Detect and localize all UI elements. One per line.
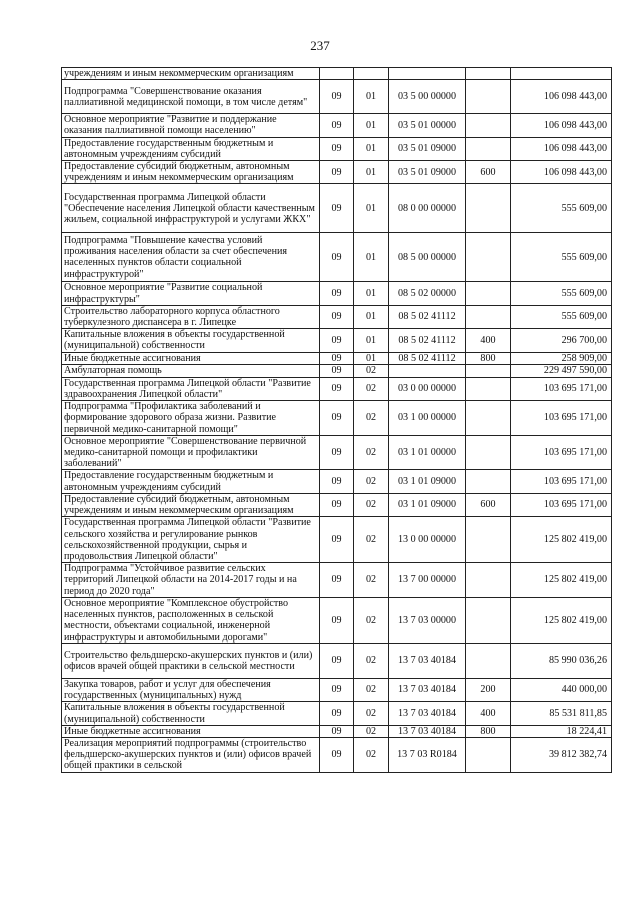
section-code-cell: 09 bbox=[320, 114, 354, 137]
row-name-cell: Капитальные вложения в объекты государственной (муниципальной) собственности bbox=[62, 329, 320, 352]
subsection-code-cell: 02 bbox=[354, 563, 389, 598]
target-article-cell: 03 5 01 09000 bbox=[389, 161, 466, 184]
target-article-cell: 08 5 02 00000 bbox=[389, 282, 466, 305]
amount-cell: 103 695 171,00 bbox=[511, 435, 612, 470]
expense-type-cell bbox=[466, 80, 511, 114]
row-name-cell: Иные бюджетные ассигнования bbox=[62, 352, 320, 364]
subsection-code-cell: 02 bbox=[354, 493, 389, 516]
section-code-cell: 09 bbox=[320, 137, 354, 160]
row-name-cell: Основное мероприятие "Совершенствование первичной медико-санитарной помощи и профилактики заболеваний" bbox=[62, 435, 320, 470]
table-row bbox=[62, 68, 612, 80]
row-name-cell: Государственная программа Липецкой области "Обеспечение населения Липецкой области качественным жильем, социальной инфраструктурой и услугами ЖКХ" bbox=[62, 184, 320, 233]
amount-cell: 555 609,00 bbox=[511, 233, 612, 282]
expense-type-cell bbox=[466, 563, 511, 598]
table-row bbox=[62, 597, 612, 643]
table-row bbox=[62, 493, 612, 516]
table-row bbox=[62, 678, 612, 701]
section-code-cell: 09 bbox=[320, 702, 354, 725]
section-code-cell: 09 bbox=[320, 305, 354, 328]
expense-type-cell bbox=[466, 435, 511, 470]
target-article-cell: 03 0 00 00000 bbox=[389, 377, 466, 400]
subsection-code-cell: 02 bbox=[354, 364, 389, 377]
row-name-cell: Основное мероприятие "Развитие социальной инфраструктуры" bbox=[62, 282, 320, 305]
table-row bbox=[62, 702, 612, 725]
table-row bbox=[62, 517, 612, 563]
table-row bbox=[62, 80, 612, 114]
expense-type-cell: 800 bbox=[466, 725, 511, 737]
section-code-cell: 09 bbox=[320, 80, 354, 114]
row-name-cell: Реализация мероприятий подпрограммы (строительство фельдшерско-акушерских пунктов и (или) офисов врачей общей практики в сельской bbox=[62, 737, 320, 772]
amount-cell: 85 531 811,85 bbox=[511, 702, 612, 725]
target-article-cell: 13 7 00 00000 bbox=[389, 563, 466, 598]
row-name-cell: учреждениям и иным некоммерческим организациям bbox=[62, 68, 320, 80]
page-number: 237 bbox=[310, 38, 330, 53]
target-article-cell: 13 7 03 40184 bbox=[389, 725, 466, 737]
amount-cell: 440 000,00 bbox=[511, 678, 612, 701]
target-article-cell: 03 1 01 09000 bbox=[389, 493, 466, 516]
subsection-code-cell: 01 bbox=[354, 329, 389, 352]
row-name-cell: Предоставление субсидий бюджетным, автономным учреждениям и иным некоммерческим организациям bbox=[62, 493, 320, 516]
amount-cell: 296 700,00 bbox=[511, 329, 612, 352]
target-article-cell: 03 1 00 00000 bbox=[389, 401, 466, 436]
amount-cell: 106 098 443,00 bbox=[511, 114, 612, 137]
section-code-cell: 09 bbox=[320, 725, 354, 737]
subsection-code-cell: 02 bbox=[354, 377, 389, 400]
expense-type-cell bbox=[466, 68, 511, 80]
subsection-code-cell: 02 bbox=[354, 470, 389, 493]
section-code-cell: 09 bbox=[320, 282, 354, 305]
amount-cell: 85 990 036,26 bbox=[511, 643, 612, 678]
section-code-cell: 09 bbox=[320, 597, 354, 643]
expense-type-cell bbox=[466, 184, 511, 233]
amount-cell bbox=[511, 68, 612, 80]
target-article-cell: 13 7 03 R0184 bbox=[389, 737, 466, 772]
section-code-cell: 09 bbox=[320, 377, 354, 400]
expense-type-cell bbox=[466, 517, 511, 563]
target-article-cell: 08 5 02 41112 bbox=[389, 352, 466, 364]
target-article-cell: 13 7 03 40184 bbox=[389, 643, 466, 678]
amount-cell: 103 695 171,00 bbox=[511, 470, 612, 493]
row-name-cell: Подпрограмма "Повышение качества условий проживания населения области за счет обеспечения населенных пунктов области социальной инфраструктурой" bbox=[62, 233, 320, 282]
section-code-cell: 09 bbox=[320, 329, 354, 352]
subsection-code-cell: 01 bbox=[354, 161, 389, 184]
target-article-cell: 13 7 03 40184 bbox=[389, 678, 466, 701]
section-code-cell: 09 bbox=[320, 517, 354, 563]
expense-type-cell: 400 bbox=[466, 329, 511, 352]
amount-cell: 125 802 419,00 bbox=[511, 597, 612, 643]
expense-type-cell: 800 bbox=[466, 352, 511, 364]
subsection-code-cell: 01 bbox=[354, 282, 389, 305]
section-code-cell: 09 bbox=[320, 401, 354, 436]
section-code-cell: 09 bbox=[320, 678, 354, 701]
expense-type-cell bbox=[466, 364, 511, 377]
row-name-cell: Предоставление субсидий бюджетным, автономным учреждениям и иным некоммерческим организациям bbox=[62, 161, 320, 184]
table-row bbox=[62, 725, 612, 737]
table-row bbox=[62, 364, 612, 377]
section-code-cell: 09 bbox=[320, 364, 354, 377]
section-code-cell: 09 bbox=[320, 435, 354, 470]
target-article-cell: 08 5 02 41112 bbox=[389, 329, 466, 352]
amount-cell: 39 812 382,74 bbox=[511, 737, 612, 772]
expense-type-cell: 600 bbox=[466, 161, 511, 184]
row-name-cell: Предоставление государственным бюджетным и автономным учреждениям субсидий bbox=[62, 137, 320, 160]
table-row bbox=[62, 563, 612, 598]
section-code-cell: 09 bbox=[320, 493, 354, 516]
target-article-cell: 03 1 01 00000 bbox=[389, 435, 466, 470]
table-row bbox=[62, 329, 612, 352]
amount-cell: 258 909,00 bbox=[511, 352, 612, 364]
table-row bbox=[62, 233, 612, 282]
row-name-cell: Строительство фельдшерско-акушерских пунктов и (или) офисов врачей общей практики в сельской местности bbox=[62, 643, 320, 678]
expense-type-cell: 200 bbox=[466, 678, 511, 701]
row-name-cell: Основное мероприятие "Развитие и поддержание оказания паллиативной помощи населению" bbox=[62, 114, 320, 137]
subsection-code-cell: 02 bbox=[354, 517, 389, 563]
subsection-code-cell: 02 bbox=[354, 725, 389, 737]
amount-cell: 555 609,00 bbox=[511, 305, 612, 328]
row-name-cell: Предоставление государственным бюджетным и автономным учреждениям субсидий bbox=[62, 470, 320, 493]
table-row bbox=[62, 114, 612, 137]
subsection-code-cell: 01 bbox=[354, 305, 389, 328]
section-code-cell: 09 bbox=[320, 470, 354, 493]
expense-type-cell bbox=[466, 737, 511, 772]
subsection-code-cell: 02 bbox=[354, 702, 389, 725]
subsection-code-cell: 01 bbox=[354, 114, 389, 137]
amount-cell: 103 695 171,00 bbox=[511, 377, 612, 400]
row-name-cell: Строительство лабораторного корпуса областного туберкулезного диспансера в г. Липецке bbox=[62, 305, 320, 328]
table-row bbox=[62, 643, 612, 678]
expense-type-cell: 400 bbox=[466, 702, 511, 725]
table-row bbox=[62, 305, 612, 328]
subsection-code-cell: 02 bbox=[354, 435, 389, 470]
table-row bbox=[62, 737, 612, 772]
subsection-code-cell: 02 bbox=[354, 401, 389, 436]
section-code-cell: 09 bbox=[320, 161, 354, 184]
section-code-cell: 09 bbox=[320, 184, 354, 233]
target-article-cell: 13 7 03 40184 bbox=[389, 702, 466, 725]
expense-type-cell bbox=[466, 305, 511, 328]
subsection-code-cell: 01 bbox=[354, 352, 389, 364]
row-name-cell: Основное мероприятие "Комплексное обустройство населенных пунктов, расположенных в сельской местности, объектами социальной, инженерной инфраструктуры и автомобильными дорогами" bbox=[62, 597, 320, 643]
row-name-cell: Подпрограмма "Устойчивое развитие сельских территорий Липецкой области на 2014-2017 годы и на период до 2020 года" bbox=[62, 563, 320, 598]
amount-cell: 106 098 443,00 bbox=[511, 137, 612, 160]
amount-cell: 229 497 590,00 bbox=[511, 364, 612, 377]
expense-type-cell: 600 bbox=[466, 493, 511, 516]
amount-cell: 103 695 171,00 bbox=[511, 493, 612, 516]
target-article-cell: 03 5 00 00000 bbox=[389, 80, 466, 114]
target-article-cell bbox=[389, 364, 466, 377]
section-code-cell: 09 bbox=[320, 737, 354, 772]
amount-cell: 106 098 443,00 bbox=[511, 161, 612, 184]
row-name-cell: Амбулаторная помощь bbox=[62, 364, 320, 377]
target-article-cell: 03 1 01 09000 bbox=[389, 470, 466, 493]
target-article-cell: 03 5 01 09000 bbox=[389, 137, 466, 160]
section-code-cell: 09 bbox=[320, 563, 354, 598]
target-article-cell: 08 5 00 00000 bbox=[389, 233, 466, 282]
expense-type-cell bbox=[466, 597, 511, 643]
expense-type-cell bbox=[466, 137, 511, 160]
subsection-code-cell: 02 bbox=[354, 678, 389, 701]
table-row bbox=[62, 137, 612, 160]
expense-type-cell bbox=[466, 233, 511, 282]
subsection-code-cell bbox=[354, 68, 389, 80]
expense-type-cell bbox=[466, 114, 511, 137]
subsection-code-cell: 01 bbox=[354, 184, 389, 233]
row-name-cell: Подпрограмма "Совершенствование оказания паллиативной медицинской помощи, в том числе детям" bbox=[62, 80, 320, 114]
amount-cell: 18 224,41 bbox=[511, 725, 612, 737]
subsection-code-cell: 02 bbox=[354, 737, 389, 772]
amount-cell: 103 695 171,00 bbox=[511, 401, 612, 436]
amount-cell: 555 609,00 bbox=[511, 282, 612, 305]
table-row bbox=[62, 352, 612, 364]
subsection-code-cell: 01 bbox=[354, 233, 389, 282]
expense-type-cell bbox=[466, 401, 511, 436]
table-row bbox=[62, 282, 612, 305]
target-article-cell: 08 5 02 41112 bbox=[389, 305, 466, 328]
amount-cell: 125 802 419,00 bbox=[511, 517, 612, 563]
row-name-cell: Государственная программа Липецкой области "Развитие здравоохранения Липецкой области" bbox=[62, 377, 320, 400]
expense-type-cell bbox=[466, 282, 511, 305]
row-name-cell: Капитальные вложения в объекты государственной (муниципальной) собственности bbox=[62, 702, 320, 725]
section-code-cell bbox=[320, 68, 354, 80]
amount-cell: 555 609,00 bbox=[511, 184, 612, 233]
expense-type-cell bbox=[466, 470, 511, 493]
subsection-code-cell: 02 bbox=[354, 597, 389, 643]
target-article-cell: 08 0 00 00000 bbox=[389, 184, 466, 233]
table-row bbox=[62, 377, 612, 400]
target-article-cell: 13 7 03 00000 bbox=[389, 597, 466, 643]
budget-table-body bbox=[62, 68, 612, 773]
amount-cell: 125 802 419,00 bbox=[511, 563, 612, 598]
section-code-cell: 09 bbox=[320, 352, 354, 364]
row-name-cell: Закупка товаров, работ и услуг для обеспечения государственных (муниципальных) нужд bbox=[62, 678, 320, 701]
row-name-cell: Иные бюджетные ассигнования bbox=[62, 725, 320, 737]
subsection-code-cell: 01 bbox=[354, 137, 389, 160]
row-name-cell: Подпрограмма "Профилактика заболеваний и формирование здорового образа жизни. Развитие первичной медико-санитарной помощи" bbox=[62, 401, 320, 436]
expense-type-cell bbox=[466, 643, 511, 678]
table-row bbox=[62, 184, 612, 233]
table-row bbox=[62, 161, 612, 184]
amount-cell: 106 098 443,00 bbox=[511, 80, 612, 114]
target-article-cell bbox=[389, 68, 466, 80]
table-row bbox=[62, 470, 612, 493]
target-article-cell: 03 5 01 00000 bbox=[389, 114, 466, 137]
subsection-code-cell: 01 bbox=[354, 80, 389, 114]
expense-type-cell bbox=[466, 377, 511, 400]
row-name-cell: Государственная программа Липецкой области "Развитие сельского хозяйства и регулирование рынков сельскохозяйственной продукции, сырья и продовольствия Липецкой области" bbox=[62, 517, 320, 563]
subsection-code-cell: 02 bbox=[354, 643, 389, 678]
section-code-cell: 09 bbox=[320, 643, 354, 678]
budget-table bbox=[61, 67, 612, 773]
section-code-cell: 09 bbox=[320, 233, 354, 282]
table-row bbox=[62, 435, 612, 470]
table-row bbox=[62, 401, 612, 436]
target-article-cell: 13 0 00 00000 bbox=[389, 517, 466, 563]
